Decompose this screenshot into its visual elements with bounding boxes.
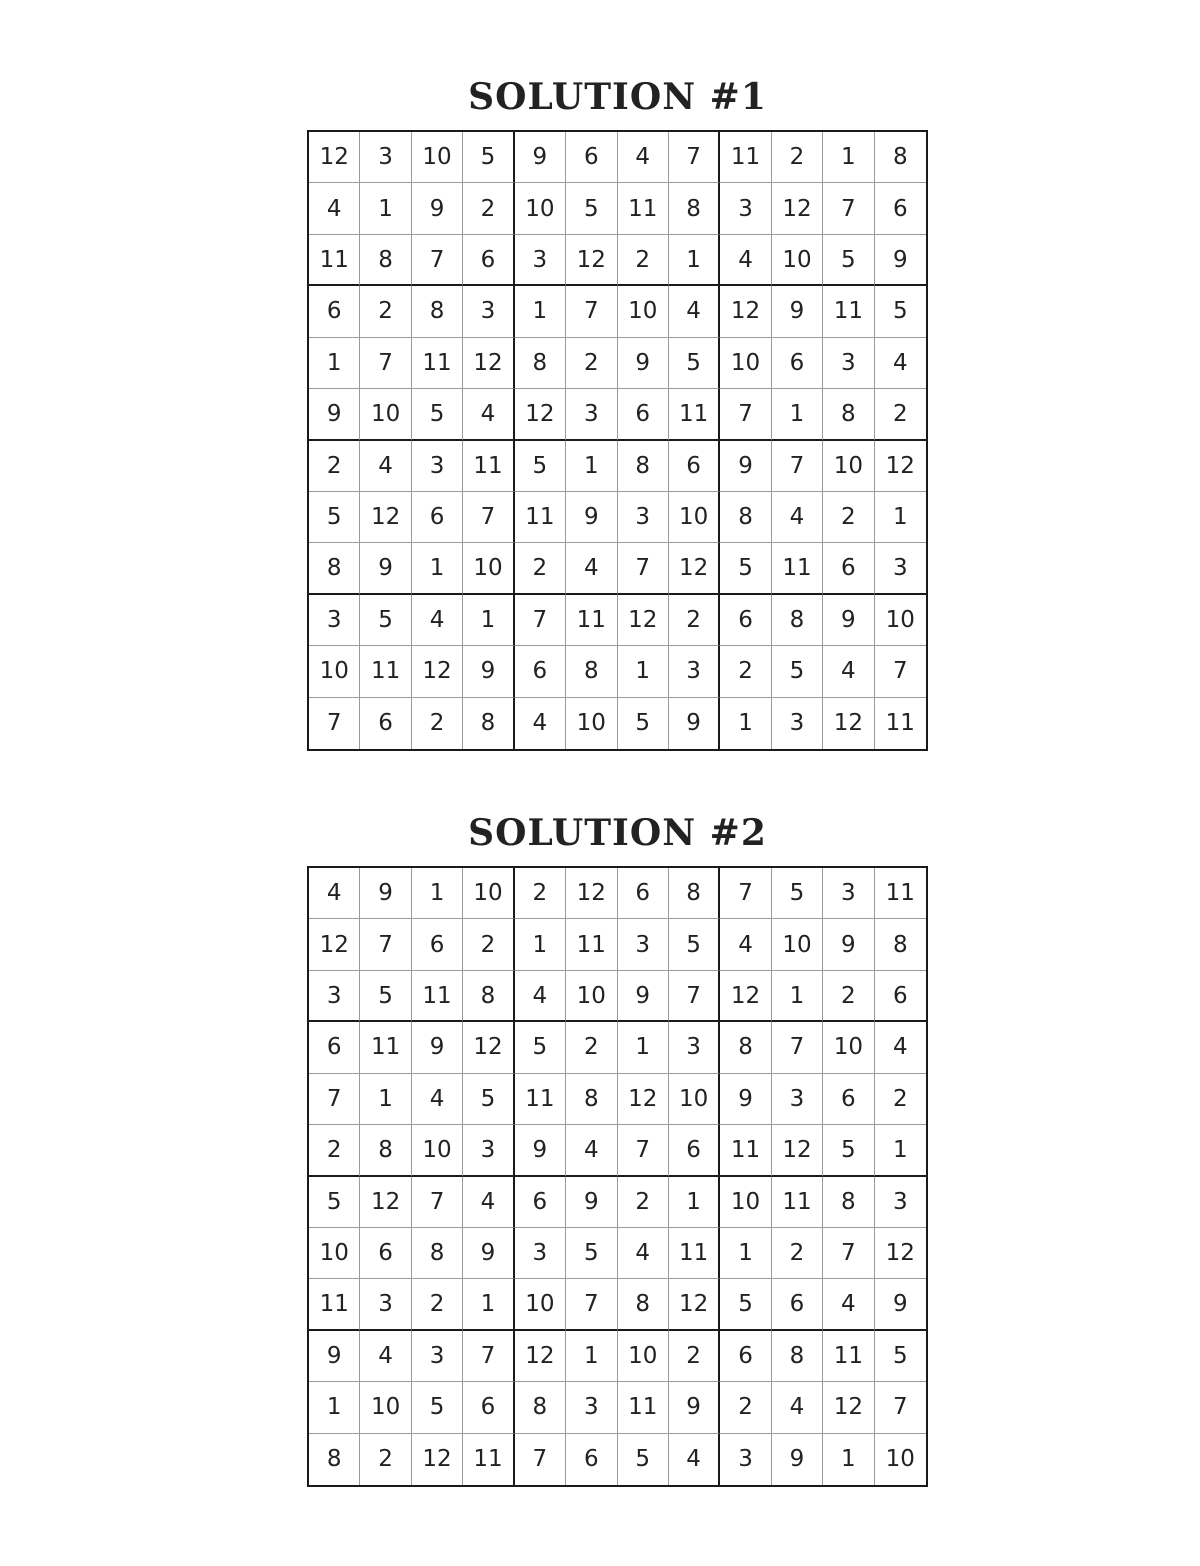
grid-cell: 3 xyxy=(720,183,771,234)
puzzle-title: SOLUTION #2 xyxy=(468,812,767,854)
grid-cell: 4 xyxy=(772,1382,823,1433)
grid-cell: 5 xyxy=(669,338,720,389)
grid-cell: 2 xyxy=(720,646,771,697)
grid-cell: 8 xyxy=(566,1074,617,1125)
grid-cell: 12 xyxy=(875,441,926,492)
grid-cell: 2 xyxy=(515,868,566,919)
grid-cell: 6 xyxy=(360,1228,411,1279)
grid-cell: 7 xyxy=(875,1382,926,1433)
grid-cell: 8 xyxy=(360,235,411,286)
grid-cell: 12 xyxy=(515,389,566,440)
grid-cell: 6 xyxy=(309,1022,360,1073)
grid-cell: 3 xyxy=(772,1074,823,1125)
grid-cell: 3 xyxy=(412,1331,463,1382)
grid-cell: 7 xyxy=(669,132,720,183)
grid-cell: 4 xyxy=(515,971,566,1022)
grid-cell: 5 xyxy=(463,1074,514,1125)
grid-cell: 11 xyxy=(669,389,720,440)
grid-cell: 12 xyxy=(875,1228,926,1279)
grid-cell: 12 xyxy=(463,338,514,389)
grid-cell: 7 xyxy=(515,595,566,646)
grid-cell: 9 xyxy=(772,286,823,337)
grid-cell: 2 xyxy=(823,971,874,1022)
grid-cell: 8 xyxy=(515,338,566,389)
grid-cell: 5 xyxy=(772,646,823,697)
grid-cell: 2 xyxy=(309,441,360,492)
grid-cell: 1 xyxy=(463,1279,514,1330)
grid-cell: 5 xyxy=(720,543,771,594)
grid-cell: 6 xyxy=(669,441,720,492)
grid-cell: 10 xyxy=(412,132,463,183)
grid-cell: 10 xyxy=(772,235,823,286)
grid-cell: 10 xyxy=(309,1228,360,1279)
grid-cell: 4 xyxy=(463,1177,514,1228)
grid-cell: 6 xyxy=(823,1074,874,1125)
grid-cell: 8 xyxy=(823,389,874,440)
grid-cell: 6 xyxy=(360,698,411,749)
grid-cell: 11 xyxy=(412,971,463,1022)
grid-cell: 1 xyxy=(823,1434,874,1485)
grid-cell: 7 xyxy=(823,183,874,234)
grid-cell: 10 xyxy=(566,698,617,749)
grid-cell: 6 xyxy=(720,595,771,646)
grid-cell: 2 xyxy=(566,338,617,389)
grid-cell: 11 xyxy=(566,595,617,646)
grid-cell: 1 xyxy=(823,132,874,183)
grid-cell: 3 xyxy=(515,1228,566,1279)
grid-cell: 3 xyxy=(309,971,360,1022)
grid-cell: 1 xyxy=(360,183,411,234)
grid-cell: 9 xyxy=(618,971,669,1022)
grid-cell: 10 xyxy=(515,183,566,234)
grid-cell: 3 xyxy=(618,492,669,543)
grid-cell: 4 xyxy=(669,1434,720,1485)
grid-cell: 8 xyxy=(309,1434,360,1485)
grid-cell: 11 xyxy=(412,338,463,389)
grid-cell: 2 xyxy=(618,235,669,286)
grid-cell: 11 xyxy=(618,1382,669,1433)
grid-cell: 6 xyxy=(823,543,874,594)
grid-cell: 8 xyxy=(720,1022,771,1073)
grid-cell: 7 xyxy=(463,1331,514,1382)
grid-cell: 7 xyxy=(566,286,617,337)
grid-cell: 3 xyxy=(360,1279,411,1330)
grid-cell: 4 xyxy=(618,132,669,183)
grid-cell: 10 xyxy=(875,595,926,646)
grid-cell: 12 xyxy=(720,286,771,337)
grid-cell: 6 xyxy=(463,1382,514,1433)
grid-cell: 8 xyxy=(875,132,926,183)
grid-cell: 9 xyxy=(669,698,720,749)
grid-cell: 12 xyxy=(412,646,463,697)
grid-cell: 11 xyxy=(772,543,823,594)
grid-cell: 9 xyxy=(566,1177,617,1228)
grid-cell: 5 xyxy=(618,698,669,749)
grid-cell: 7 xyxy=(566,1279,617,1330)
grid-cell: 4 xyxy=(463,389,514,440)
grid-cell: 3 xyxy=(720,1434,771,1485)
grid-cell: 5 xyxy=(772,868,823,919)
grid-cell: 4 xyxy=(309,868,360,919)
grid-cell: 11 xyxy=(463,1434,514,1485)
grid-cell: 10 xyxy=(772,919,823,970)
grid-cell: 5 xyxy=(566,1228,617,1279)
grid-cell: 10 xyxy=(309,646,360,697)
grid-cell: 5 xyxy=(618,1434,669,1485)
grid-cell: 2 xyxy=(309,1125,360,1176)
grid-cell: 3 xyxy=(360,132,411,183)
grid-cell: 12 xyxy=(515,1331,566,1382)
grid-cell: 12 xyxy=(772,183,823,234)
grid-cell: 10 xyxy=(823,441,874,492)
grid-cell: 5 xyxy=(360,971,411,1022)
grid-cell: 11 xyxy=(669,1228,720,1279)
grid-cell: 8 xyxy=(515,1382,566,1433)
grid-cell: 1 xyxy=(309,1382,360,1433)
grid-cell: 10 xyxy=(720,1177,771,1228)
sudoku-grid xyxy=(307,130,928,751)
grid-cell: 6 xyxy=(463,235,514,286)
grid-cell: 1 xyxy=(720,698,771,749)
grid-cell: 9 xyxy=(463,1228,514,1279)
grid-cell: 8 xyxy=(618,1279,669,1330)
grid-cell: 6 xyxy=(412,919,463,970)
grid-cell: 1 xyxy=(566,441,617,492)
grid-cell: 10 xyxy=(360,389,411,440)
grid-cell: 3 xyxy=(669,1022,720,1073)
solution-puzzle-1 xyxy=(307,72,928,751)
grid-cell: 5 xyxy=(515,1022,566,1073)
grid-cell: 11 xyxy=(720,1125,771,1176)
puzzle-title: SOLUTION #1 xyxy=(468,76,767,118)
grid-cell: 6 xyxy=(515,1177,566,1228)
grid-cell: 9 xyxy=(618,338,669,389)
grid-cell: 6 xyxy=(618,389,669,440)
grid-cell: 9 xyxy=(875,1279,926,1330)
grid-cell: 8 xyxy=(669,183,720,234)
grid-cell: 12 xyxy=(360,492,411,543)
grid-cell: 1 xyxy=(669,1177,720,1228)
grid-cell: 3 xyxy=(772,698,823,749)
grid-cell: 9 xyxy=(669,1382,720,1433)
grid-cell: 1 xyxy=(515,919,566,970)
grid-cell: 8 xyxy=(412,1228,463,1279)
grid-cell: 11 xyxy=(823,286,874,337)
grid-cell: 2 xyxy=(412,698,463,749)
grid-cell: 12 xyxy=(566,868,617,919)
grid-cell: 10 xyxy=(360,1382,411,1433)
grid-cell: 3 xyxy=(309,595,360,646)
grid-cell: 9 xyxy=(309,1331,360,1382)
grid-cell: 9 xyxy=(823,595,874,646)
grid-cell: 1 xyxy=(772,971,823,1022)
grid-cell: 2 xyxy=(412,1279,463,1330)
grid-cell: 6 xyxy=(772,338,823,389)
grid-cell: 12 xyxy=(618,595,669,646)
grid-cell: 9 xyxy=(515,1125,566,1176)
grid-cell: 5 xyxy=(823,235,874,286)
grid-cell: 1 xyxy=(360,1074,411,1125)
grid-cell: 4 xyxy=(309,183,360,234)
grid-cell: 10 xyxy=(669,1074,720,1125)
grid-cell: 5 xyxy=(823,1125,874,1176)
grid-cell: 7 xyxy=(772,441,823,492)
grid-cell: 4 xyxy=(566,543,617,594)
grid-cell: 12 xyxy=(412,1434,463,1485)
grid-cell: 10 xyxy=(412,1125,463,1176)
grid-cell: 2 xyxy=(566,1022,617,1073)
grid-cell: 11 xyxy=(309,235,360,286)
grid-cell: 7 xyxy=(515,1434,566,1485)
grid-cell: 8 xyxy=(772,595,823,646)
grid-cell: 10 xyxy=(669,492,720,543)
grid-cell: 3 xyxy=(823,338,874,389)
grid-cell: 11 xyxy=(772,1177,823,1228)
grid-cell: 12 xyxy=(360,1177,411,1228)
grid-cell: 9 xyxy=(566,492,617,543)
grid-cell: 11 xyxy=(566,919,617,970)
grid-cell: 7 xyxy=(360,919,411,970)
grid-cell: 1 xyxy=(515,286,566,337)
grid-cell: 5 xyxy=(412,1382,463,1433)
grid-cell: 3 xyxy=(566,1382,617,1433)
grid-cell: 6 xyxy=(412,492,463,543)
grid-cell: 2 xyxy=(720,1382,771,1433)
grid-cell: 11 xyxy=(515,1074,566,1125)
grid-cell: 10 xyxy=(618,286,669,337)
grid-cell: 8 xyxy=(618,441,669,492)
grid-cell: 1 xyxy=(772,389,823,440)
grid-cell: 5 xyxy=(875,1331,926,1382)
grid-cell: 12 xyxy=(720,971,771,1022)
grid-cell: 10 xyxy=(463,543,514,594)
grid-cell: 4 xyxy=(412,595,463,646)
grid-cell: 9 xyxy=(772,1434,823,1485)
grid-cell: 5 xyxy=(309,1177,360,1228)
grid-cell: 1 xyxy=(566,1331,617,1382)
grid-cell: 1 xyxy=(412,543,463,594)
grid-cell: 7 xyxy=(463,492,514,543)
grid-cell: 2 xyxy=(463,183,514,234)
grid-cell: 10 xyxy=(618,1331,669,1382)
grid-cell: 1 xyxy=(618,646,669,697)
grid-cell: 9 xyxy=(412,183,463,234)
grid-cell: 1 xyxy=(412,868,463,919)
grid-cell: 11 xyxy=(823,1331,874,1382)
grid-cell: 4 xyxy=(720,919,771,970)
grid-cell: 8 xyxy=(566,646,617,697)
grid-cell: 8 xyxy=(823,1177,874,1228)
grid-cell: 2 xyxy=(360,286,411,337)
grid-cell: 8 xyxy=(720,492,771,543)
grid-cell: 7 xyxy=(618,543,669,594)
grid-cell: 8 xyxy=(772,1331,823,1382)
grid-cell: 4 xyxy=(618,1228,669,1279)
grid-cell: 5 xyxy=(515,441,566,492)
grid-cell: 3 xyxy=(875,543,926,594)
grid-cell: 4 xyxy=(823,1279,874,1330)
grid-cell: 1 xyxy=(720,1228,771,1279)
grid-cell: 2 xyxy=(515,543,566,594)
grid-cell: 8 xyxy=(412,286,463,337)
grid-cell: 5 xyxy=(360,595,411,646)
grid-cell: 6 xyxy=(720,1331,771,1382)
grid-cell: 7 xyxy=(360,338,411,389)
sudoku-grid xyxy=(307,866,928,1487)
grid-cell: 4 xyxy=(823,646,874,697)
grid-cell: 11 xyxy=(360,1022,411,1073)
grid-cell: 5 xyxy=(463,132,514,183)
solution-puzzle-2 xyxy=(307,808,928,1487)
grid-cell: 8 xyxy=(463,971,514,1022)
grid-cell: 9 xyxy=(823,919,874,970)
grid-cell: 5 xyxy=(566,183,617,234)
grid-cell: 12 xyxy=(772,1125,823,1176)
grid-cell: 10 xyxy=(566,971,617,1022)
grid-cell: 12 xyxy=(823,698,874,749)
grid-cell: 4 xyxy=(772,492,823,543)
grid-cell: 9 xyxy=(360,868,411,919)
grid-cell: 1 xyxy=(309,338,360,389)
grid-cell: 5 xyxy=(309,492,360,543)
grid-cell: 6 xyxy=(618,868,669,919)
grid-cell: 1 xyxy=(463,595,514,646)
grid-cell: 6 xyxy=(875,971,926,1022)
grid-cell: 3 xyxy=(412,441,463,492)
grid-cell: 12 xyxy=(463,1022,514,1073)
grid-cell: 11 xyxy=(618,183,669,234)
grid-cell: 10 xyxy=(885,1446,915,1473)
grid-cell: 12 xyxy=(309,919,360,970)
grid-cell: 1 xyxy=(669,235,720,286)
grid-cell: 4 xyxy=(875,338,926,389)
grid-cell: 11 xyxy=(875,868,926,919)
grid-cell: 2 xyxy=(875,389,926,440)
grid-cell: 2 xyxy=(772,1228,823,1279)
grid-cell: 9 xyxy=(412,1022,463,1073)
grid-cell: 3 xyxy=(618,919,669,970)
grid-cell: 8 xyxy=(309,543,360,594)
grid-cell: 11 xyxy=(309,1279,360,1330)
grid-cell: 3 xyxy=(515,235,566,286)
grid-cell: 12 xyxy=(566,235,617,286)
grid-cell: 10 xyxy=(720,338,771,389)
grid-cell: 6 xyxy=(566,132,617,183)
grid-cell: 7 xyxy=(618,1125,669,1176)
grid-cell: 1 xyxy=(875,492,926,543)
grid-cell: 2 xyxy=(669,595,720,646)
grid-cell: 3 xyxy=(823,868,874,919)
grid-cell: 5 xyxy=(669,919,720,970)
grid-cell: 4 xyxy=(720,235,771,286)
grid-cell: 6 xyxy=(515,646,566,697)
grid-cell: 11 xyxy=(463,441,514,492)
grid-cell: 4 xyxy=(360,1331,411,1382)
grid-cell: 7 xyxy=(669,971,720,1022)
grid-cell: 7 xyxy=(772,1022,823,1073)
grid-cell: 3 xyxy=(875,1177,926,1228)
grid-cell: 2 xyxy=(360,1434,411,1485)
grid-cell: 9 xyxy=(360,543,411,594)
grid-cell: 4 xyxy=(875,1022,926,1073)
grid-cell: 10 xyxy=(823,1022,874,1073)
grid-cell: 8 xyxy=(463,698,514,749)
grid-cell: 6 xyxy=(566,1434,617,1485)
grid-cell: 8 xyxy=(875,919,926,970)
grid-cell: 5 xyxy=(412,389,463,440)
grid-cell: 6 xyxy=(669,1125,720,1176)
grid-cell: 1 xyxy=(875,1125,926,1176)
grid-cell: 6 xyxy=(875,183,926,234)
grid-cell: 6 xyxy=(309,286,360,337)
grid-cell: 7 xyxy=(309,698,360,749)
grid-cell: 12 xyxy=(618,1074,669,1125)
grid-cell: 9 xyxy=(309,389,360,440)
grid-cell: 2 xyxy=(463,919,514,970)
grid-cell: 7 xyxy=(412,235,463,286)
grid-cell: 9 xyxy=(720,441,771,492)
grid-cell: 12 xyxy=(823,1382,874,1433)
grid-cell: 11 xyxy=(885,710,915,737)
grid-cell: 8 xyxy=(360,1125,411,1176)
grid-cell: 8 xyxy=(669,868,720,919)
grid-cell: 4 xyxy=(412,1074,463,1125)
grid-cell: 3 xyxy=(463,286,514,337)
grid-cell: 3 xyxy=(463,1125,514,1176)
grid-cell: 4 xyxy=(515,698,566,749)
grid-cell: 9 xyxy=(515,132,566,183)
grid-cell: 5 xyxy=(720,1279,771,1330)
grid-cell: 2 xyxy=(618,1177,669,1228)
grid-cell: 9 xyxy=(875,235,926,286)
grid-cell: 4 xyxy=(669,286,720,337)
grid-cell: 2 xyxy=(669,1331,720,1382)
grid-cell: 2 xyxy=(772,132,823,183)
grid-cell: 5 xyxy=(875,286,926,337)
grid-cell: 7 xyxy=(412,1177,463,1228)
grid-cell: 9 xyxy=(463,646,514,697)
grid-cell: 6 xyxy=(772,1279,823,1330)
grid-cell: 7 xyxy=(309,1074,360,1125)
grid-cell: 11 xyxy=(515,492,566,543)
grid-cell: 11 xyxy=(360,646,411,697)
grid-cell: 1 xyxy=(618,1022,669,1073)
grid-cell: 10 xyxy=(515,1279,566,1330)
grid-cell: 3 xyxy=(566,389,617,440)
grid-cell: 7 xyxy=(823,1228,874,1279)
grid-cell: 4 xyxy=(566,1125,617,1176)
grid-cell: 12 xyxy=(669,543,720,594)
grid-cell: 10 xyxy=(463,868,514,919)
grid-cell: 11 xyxy=(720,132,771,183)
grid-cell: 7 xyxy=(875,646,926,697)
grid-cell: 4 xyxy=(360,441,411,492)
grid-cell: 2 xyxy=(823,492,874,543)
grid-cell: 12 xyxy=(309,132,360,183)
grid-cell: 2 xyxy=(875,1074,926,1125)
grid-cell: 3 xyxy=(669,646,720,697)
grid-cell: 12 xyxy=(669,1279,720,1330)
grid-cell: 7 xyxy=(720,868,771,919)
grid-cell: 7 xyxy=(720,389,771,440)
grid-cell: 9 xyxy=(720,1074,771,1125)
